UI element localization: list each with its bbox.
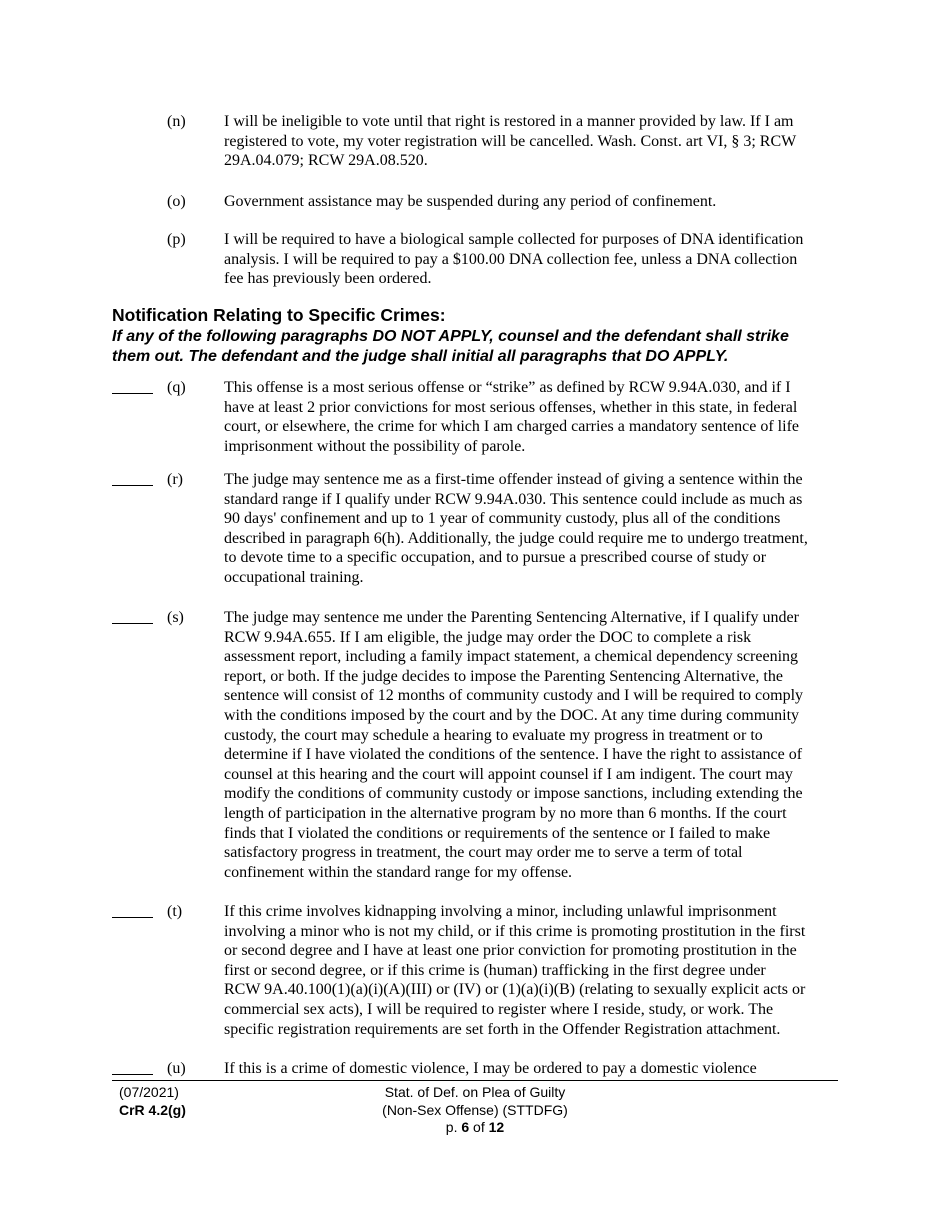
paragraph-letter: (q) [167,379,186,396]
initial-blank[interactable] [112,485,153,486]
paragraph-letter: (p) [167,231,186,248]
text-line: I will be required to have a biological sample collected for purposes of DNA identification [224,231,804,248]
text-line: or second degree and I have at least one prior conviction for promoting prostitution in the [224,942,797,960]
text-line: registered to vote, my voter registration will be cancelled. Wash. Const. art VI, § 3; RCW [224,132,797,150]
text-line: determine if I have violated the conditions of the sentence. I have the right to assistance of [224,746,803,764]
text-line: have at least 2 prior convictions for most serious offenses, whether in this state, in federal [224,398,798,416]
page-prefix: p. [445,1119,462,1135]
text-line: first or second degree, or if this crime is (human) trafficking in the first degree under [224,961,766,979]
paragraph-letter: (u) [167,1060,186,1077]
text-line: with the conditions imposed by the court and by the DOC. At any time during community [224,706,800,724]
footer-title-line: (Non-Sex Offense) (STTDFG) [382,1101,568,1118]
footer-title [340,1084,610,1137]
page-total: 12 [488,1119,505,1135]
paragraph-text [224,1059,840,1079]
text-line: This offense is a most serious offense or “strike” as defined by RCW 9.94A.030, and if I [224,379,791,396]
text-line: to devote time to a specific occupation, and to pursue a prescribed course of study or [224,549,767,567]
text-line: RCW 9A.40.100(1)(a)(i)(A)(III) or (IV) or (1)(a)(i)(B) (relating to sexually explicit acts or [224,981,806,999]
paragraph-letter: (o) [167,193,186,210]
page-current: 6 [461,1119,470,1135]
instruction-line: them out. The defendant and the judge shall initial all paragraphs that DO APPLY. [112,347,729,365]
page-of: of [469,1119,489,1135]
initial-blank[interactable] [112,917,153,918]
text-line: occupational training. [224,568,364,586]
section-heading: Notification Relating to Specific Crimes: [112,305,446,325]
footer-title-line: Stat. of Def. on Plea of Guilty [384,1084,566,1100]
text-line: 90 days' confinement and up to 1 year of community custody, plus all of the conditions [224,510,781,528]
paragraph-text [224,902,840,1039]
footer-date: (07/2021) [119,1084,179,1100]
text-line: confinement within the standard range for my offense. [224,863,573,881]
text-line: The judge may sentence me under the Parenting Sentencing Alternative, if I qualify under [224,609,799,626]
paragraph-text [224,112,840,171]
paragraph-text [224,230,840,289]
instruction-line: If any of the following paragraphs DO NOT APPLY, counsel and the defendant shall strike [112,328,789,345]
text-line: counsel at this hearing and the court will appoint counsel if I am indigent. The court may [224,765,793,783]
paragraph-letter: (s) [167,609,184,626]
paragraph-text [224,470,840,588]
text-line: involving a minor who is not my child, or if this crime is promoting prostitution in the first [224,922,806,940]
text-line: If this is a crime of domestic violence, I may be ordered to pay a domestic violence [224,1060,757,1077]
paragraph-text [224,378,840,456]
text-line: described in paragraph 6(h). Additionally, the judge could require me to undergo treatment, [224,529,808,547]
text-line: I will be ineligible to vote until that right is restored in a manner provided by law. If I am [224,113,794,130]
initial-blank[interactable] [112,393,153,394]
text-line: RCW 9.94A.655. If I am eligible, the judge may order the DOC to complete a risk [224,628,752,646]
text-line: commercial sex acts), I will be required to register where I reside, study, or work. The [224,1000,774,1018]
paragraph-letter: (t) [167,903,183,920]
text-line: sentence will consist of 12 months of community custody and I will be required to comply [224,687,804,705]
paragraph-text [224,192,840,212]
paragraph-letter: (r) [167,471,183,488]
text-line: satisfactory progress in treatment, the court may order me to serve a term of total [224,844,743,862]
page-number [340,1119,610,1137]
text-line: modify the conditions of community custody or impose sanctions, including extending the [224,785,803,803]
text-line: specific registration requirements are set forth in the Offender Registration attachment. [224,1020,781,1038]
text-line: imprisonment without the possibility of parole. [224,437,526,455]
initial-blank[interactable] [112,1074,153,1075]
text-line: If this crime involves kidnapping involving a minor, including unlawful imprisonment [224,903,777,920]
text-line: fee has previously been ordered. [224,270,432,288]
text-line: finds that I violated the conditions or requirements of the sentence or I failed to make [224,824,771,842]
footer-divider [112,1080,838,1081]
footer-form-info [119,1084,186,1119]
text-line: 29A.04.079; RCW 29A.08.520. [224,152,428,170]
text-line: length of participation in the alternative program by no more than 6 months. If the court [224,804,787,822]
paragraph-letter: (n) [167,113,186,130]
text-line: analysis. I will be required to pay a $100.00 DNA collection fee, unless a DNA collection [224,250,798,268]
text-line: The judge may sentence me as a first-time offender instead of giving a sentence within the [224,471,803,488]
paragraph-text [224,608,840,882]
text-line: standard range if I qualify under RCW 9.94A.030. This sentence could include as much as [224,490,803,508]
footer-rule-number: CrR 4.2(g) [119,1101,186,1118]
initial-blank[interactable] [112,623,153,624]
text-line: assessment report, including a family impact statement, a chemical dependency screening [224,648,799,666]
text-line: court, or elsewhere, the crime for which I am charged carries a mandatory sentence of life [224,418,799,436]
text-line: Government assistance may be suspended during any period of confinement. [224,193,717,210]
text-line: report, or both. If the judge decides to impose the Parenting Sentencing Alternative, the [224,667,783,685]
section-instructions [112,327,872,366]
text-line: custody, the court may schedule a hearing to evaluate my progress in treatment or to [224,726,763,744]
